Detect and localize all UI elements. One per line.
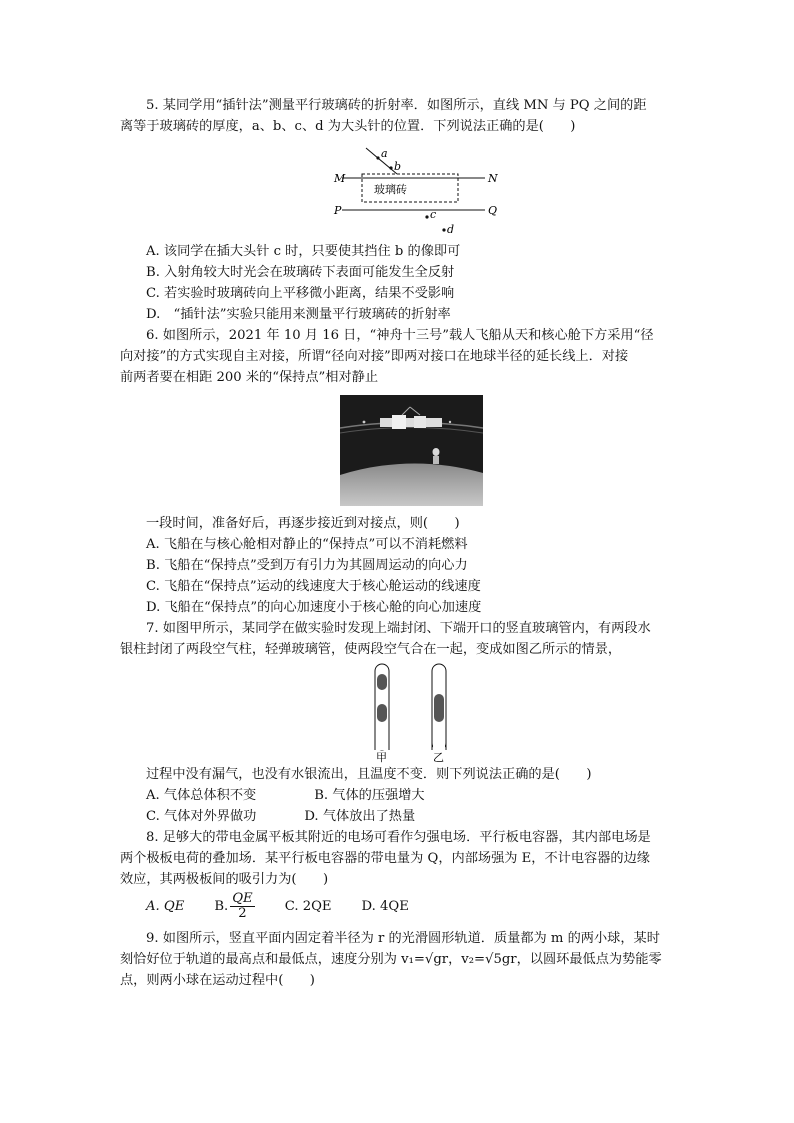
q7-stem-line3: 过程中没有漏气，也没有水银流出，且温度不变．则下列说法正确的是( ) <box>146 767 592 782</box>
label-glass: 玻璃砖 <box>374 183 407 196</box>
q8-stem-line2: 两个极板电荷的叠加场．某平行板电容器的带电量为 Q，内部场强为 E，不计电容器的边缘 <box>120 851 650 866</box>
q9-stem-line3: 点，则两小球在运动过程中( ) <box>120 973 315 988</box>
q8-option-b-prefix: B. <box>214 899 229 914</box>
q8-options-row <box>146 892 431 922</box>
q7-option-c: C. 气体对外界做功 <box>146 809 257 824</box>
q6-stem-line2: 向对接”的方式实现自主对接，所谓“径向对接”即两对接口在地球半径的延长线上．对接 <box>120 349 629 364</box>
q8-option-b-fraction <box>230 892 254 921</box>
q6-option-c: C. 飞船在“保持点”运动的线速度大于核心舱运动的线速度 <box>146 579 481 594</box>
q7-stem-line1: 7. 如图甲所示，某同学在做实验时发现上端封闭、下端开口的竖直玻璃管内，有两段水 <box>146 621 651 636</box>
q9-stem-line2: 刻恰好位于轨道的最高点和最低点，速度分别为 v₁=√gr，v₂=√5gr，以圆环最低点为势能零 <box>120 952 662 967</box>
q7-stem-line2: 银柱封闭了两段空气柱，轻弹玻璃管，使两段空气合在一起，变成如图乙所示的情景， <box>120 642 622 657</box>
q5-stem-line1: 5. 某同学用“插针法”测量平行玻璃砖的折射率．如图所示，直线 MN 与 PQ 之间的距 <box>146 98 647 113</box>
q5-stem-line2: 离等于玻璃砖的厚度，a、b、c、d 为大头针的位置．下列说法正确的是( ) <box>120 119 576 134</box>
glass-tubes-figure <box>360 660 460 764</box>
label-P: P <box>334 204 342 217</box>
label-a: a <box>381 147 388 160</box>
q8-option-b-denominator: 2 <box>238 906 247 921</box>
q8-option-c: C. 2QE <box>284 899 332 914</box>
q6-stem-line4: 一段时间，准备好后，再逐步接近到对接点，则( ) <box>146 516 460 531</box>
q8-option-d: D. 4QE <box>361 899 409 914</box>
q8-stem-line3: 效应，其两极板间的吸引力为( ) <box>120 872 329 887</box>
q7-options-row1 <box>146 787 447 805</box>
label-N: N <box>488 172 498 185</box>
q8-option-a: A. QE <box>146 899 185 914</box>
q5-option-d: D. “插针法”实验只能用来测量平行玻璃砖的折射率 <box>146 307 451 322</box>
label-d: d <box>447 223 455 236</box>
q9-stem-line1: 9. 如图所示，竖直平面内固定着半径为 r 的光滑圆形轨道．质量都为 m 的两小球，某时 <box>146 931 660 946</box>
label-b: b <box>394 160 402 173</box>
q6-option-b: B. 飞船在“保持点”受到万有引力为其圆周运动的向心力 <box>146 558 468 573</box>
label-yi: 乙 <box>433 751 444 764</box>
q8-stem-line1: 8. 足够大的带电金属平板其附近的电场可看作匀强电场．平行板电容器，其内部电场是 <box>146 830 651 845</box>
q7-option-d: D. 气体放出了热量 <box>304 809 416 824</box>
q7-option-b: B. 气体的压强增大 <box>314 788 425 803</box>
q8-option-b-numerator: QE <box>232 891 253 906</box>
spacecraft-photo <box>340 395 483 506</box>
q6-stem-line1: 6. 如图所示，2021 年 10 月 16 日，“神舟十三号”载人飞船从天和核心舱下方采用“径 <box>146 328 654 343</box>
label-M: M <box>334 172 346 185</box>
q6-stem-line3: 前两者要在相距 200 米的“保持点”相对静止 <box>120 370 379 385</box>
label-jia: 甲 <box>376 751 387 764</box>
q7-options-row2 <box>146 808 437 826</box>
q7-option-a: A. 气体总体积不变 <box>146 788 257 803</box>
q6-option-a: A. 飞船在与核心舱相对静止的“保持点”可以不消耗燃料 <box>146 537 468 552</box>
q5-option-b: B. 入射角较大时光会在玻璃砖下表面可能发生全反射 <box>146 265 455 280</box>
refraction-figure <box>330 140 500 238</box>
q5-option-c: C. 若实验时玻璃砖向上平移微小距离，结果不受影响 <box>146 286 455 301</box>
label-c: c <box>430 208 437 221</box>
label-Q: Q <box>488 204 498 217</box>
q5-option-a: A. 该同学在插大头针 c 时，只要使其挡住 b 的像即可 <box>146 244 461 259</box>
q6-option-d: D. 飞船在“保持点”的向心加速度小于核心舱的向心加速度 <box>146 600 482 615</box>
